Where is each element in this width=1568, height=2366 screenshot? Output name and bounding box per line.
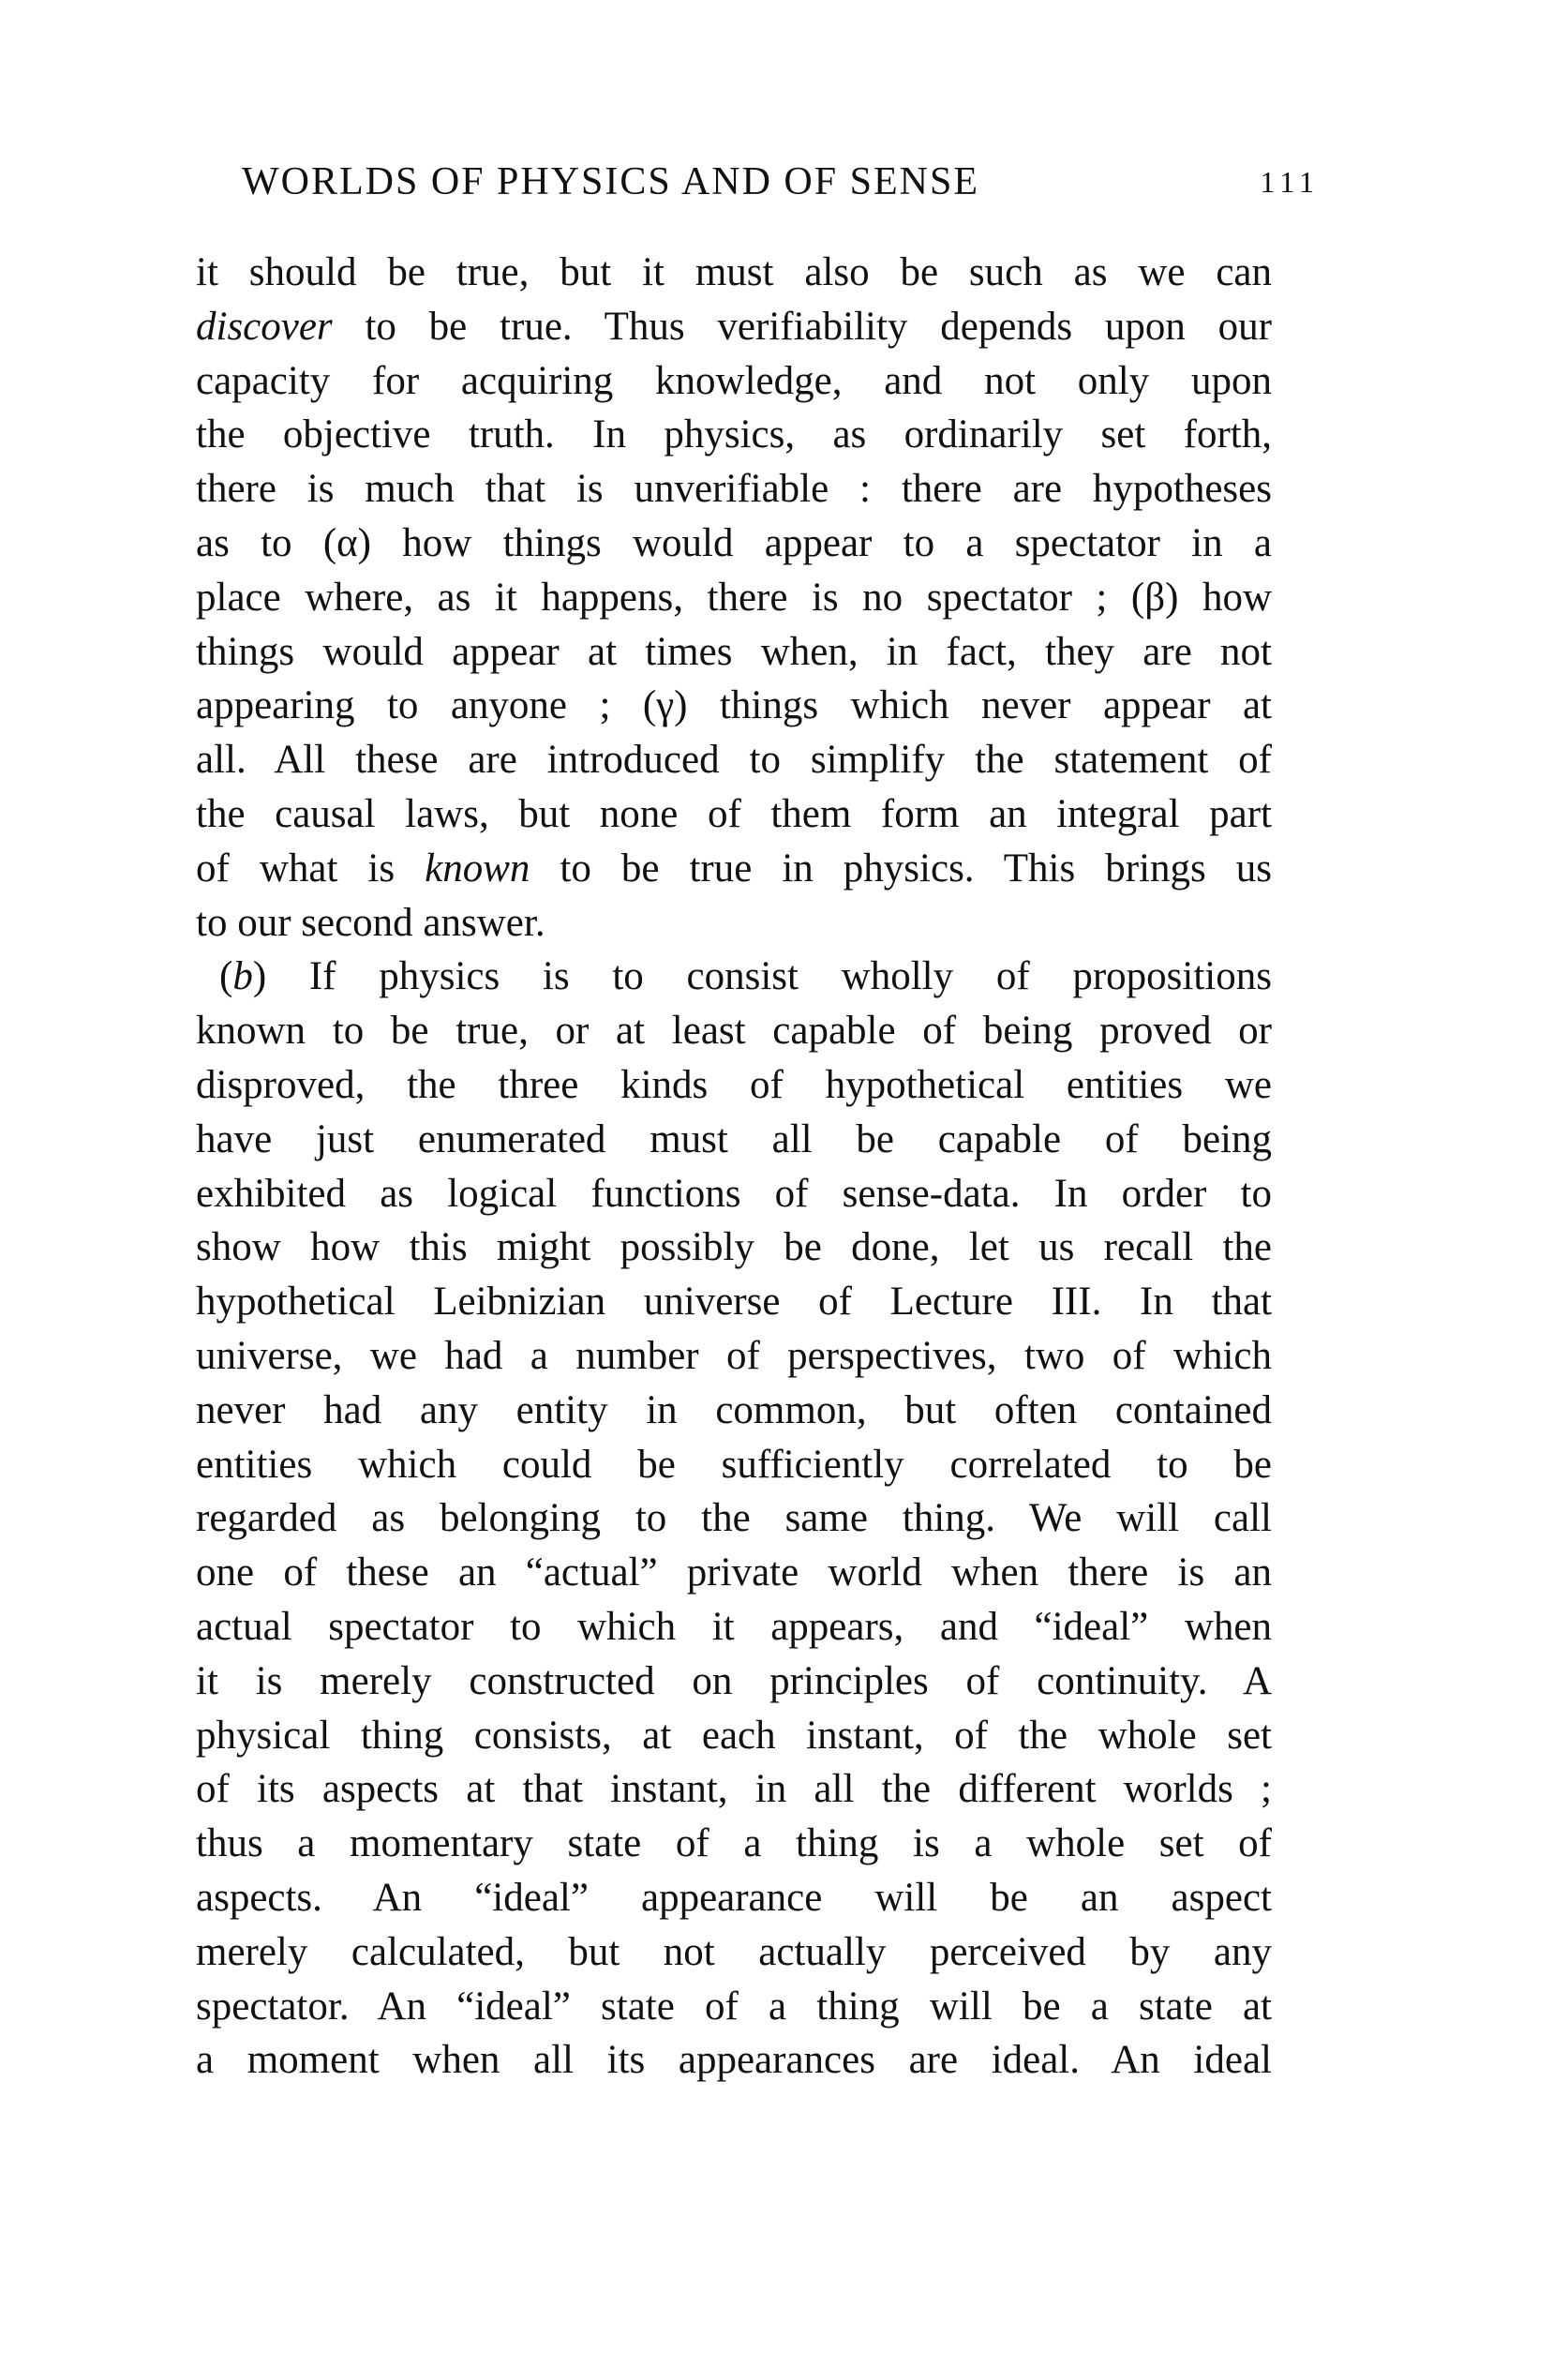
running-header [242,159,1320,216]
text-line: as to (α) how things would appear to a spectator in a [196,520,1272,565]
text-line: capacity for acquiring knowledge, and not only upon [196,358,1272,403]
text-line: exhibited as logical functions of sense-data. In order to [196,1171,1272,1216]
text-line: it should be true, but it must also be such as we can [196,250,1272,294]
text-line: a moment when all its appearances are ideal. An ideal [196,2038,1272,2083]
text-line: hypothetical Leibnizian universe of Lecture III. In that [196,1280,1272,1325]
text-line: (b) If physics is to consist wholly of propositions [219,954,1272,999]
text-line: of what is known to be true in physics. This brings us [196,846,1272,891]
text-line: entities which could be sufficiently correlated to be [196,1442,1272,1487]
text-line: place where, as it happens, there is no spectator ; (β) how [196,575,1272,620]
text-line: one of these an “actual” private world when there is an [196,1550,1272,1595]
text-line: to our second answer. [196,900,545,945]
text-line: the objective truth. In physics, as ordinarily set forth, [196,412,1272,457]
text-line: there is much that is unverifiable : there are hypotheses [196,467,1272,512]
text-line: regarded as belonging to the same thing. We will call [196,1496,1272,1541]
text-line: actual spectator to which it appears, and “ideal” when [196,1604,1272,1649]
text-line: the causal laws, but none of them form an integral part [196,791,1272,836]
body-text [196,246,1272,2088]
text-line: show how this might possibly be done, let us recall the [196,1225,1272,1270]
text-line: aspects. An “ideal” appearance will be an aspect [196,1875,1272,1920]
text-line: have just enumerated must all be capable of being [196,1116,1272,1161]
text-line: discover to be true. Thus verifiability depends upon our [196,304,1272,349]
text-line: known to be true, or at least capable of being proved or [196,1009,1272,1054]
text-line: spectator. An “ideal” state of a thing will be a state at [196,1984,1272,2029]
text-line: appearing to anyone ; (γ) things which never appear at [196,683,1272,728]
text-line: never had any entity in common, but often contained [196,1387,1272,1432]
page-number: 111 [1260,165,1320,199]
text-line: thus a momentary state of a thing is a whole set of [196,1821,1272,1866]
text-line: universe, we had a number of perspectives, two of which [196,1333,1272,1378]
text-line: of its aspects at that instant, in all the different worlds ; [196,1767,1272,1812]
text-line: all. All these are introduced to simplify the statement of [196,738,1272,783]
text-line: things would appear at times when, in fact, they are not [196,629,1272,674]
text-line: merely calculated, but not actually perceived by any [196,1929,1272,1974]
running-title: WORLDS OF PHYSICS AND OF SENSE [242,160,979,203]
text-line: it is merely constructed on principles of continuity. A [196,1658,1272,1703]
text-line: disproved, the three kinds of hypothetical entities we [196,1062,1272,1107]
text-line: physical thing consists, at each instant, of the whole set [196,1713,1272,1758]
